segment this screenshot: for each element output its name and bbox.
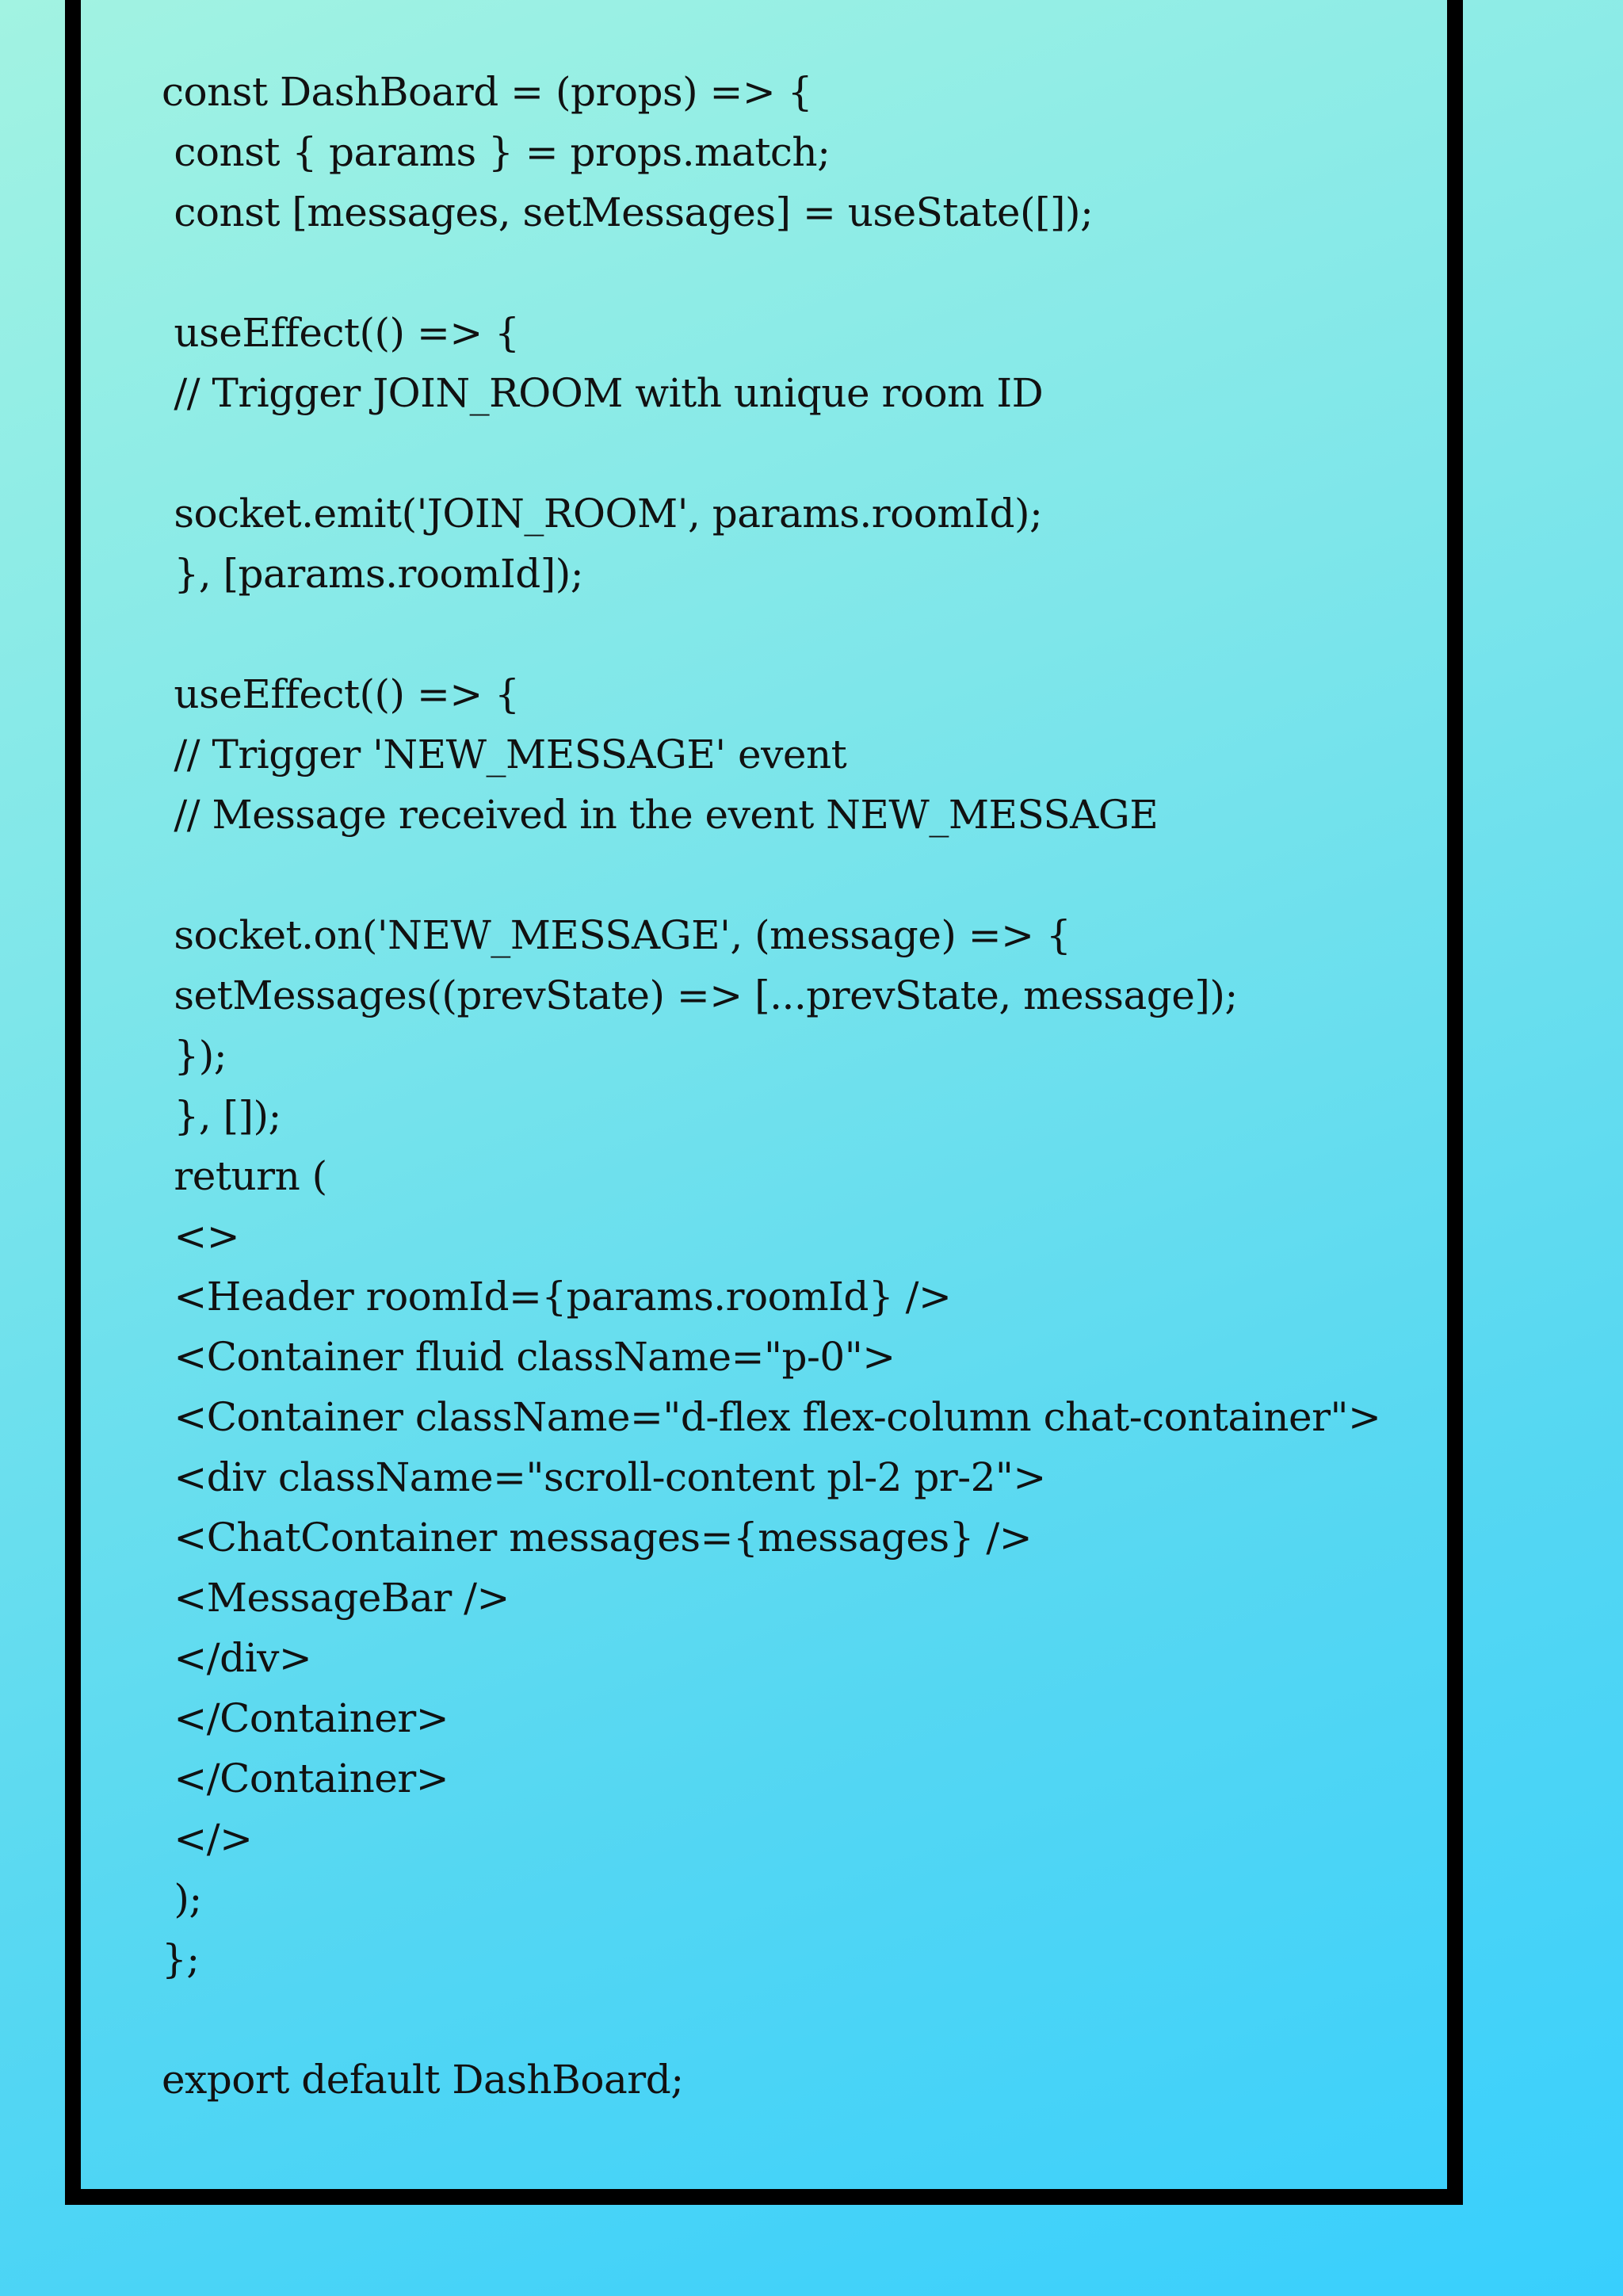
code-line: <ChatContainer messages={messages} /> [162,1515,1033,1561]
code-line: }; [162,1936,200,1982]
code-line: <> [162,1213,240,1259]
code-line: useEffect(() => { [162,671,520,717]
code-line: const { params } = props.match; [162,129,831,175]
code-line: }, []); [162,1093,281,1139]
code-line: setMessages((prevState) => [...prevState, message]); [162,972,1238,1018]
code-line: }, [params.roomId]); [162,551,584,597]
code-line: }); [162,1033,227,1079]
code-line: useEffect(() => { [162,310,520,356]
code-line: </div> [162,1635,312,1681]
code-line: // Message received in the event NEW_MESSAGE [162,792,1159,838]
code-line: </Container> [162,1695,449,1741]
code-line: socket.emit('JOIN_ROOM', params.roomId); [162,491,1043,537]
code-line: ); [162,1876,202,1922]
code-line: <MessageBar /> [162,1575,510,1621]
code-line: const [messages, setMessages] = useState([]); [162,189,1094,235]
code-line: // Trigger JOIN_ROOM with unique room ID [162,370,1044,416]
code-line: // Trigger 'NEW_MESSAGE' event [162,732,847,777]
code-line: <Header roomId={params.roomId} /> [162,1274,952,1320]
code-line: export default DashBoard; [162,2057,684,2103]
code-line: return ( [162,1153,327,1199]
code-line: <Container className="d-flex flex-column chat-container"> [162,1394,1381,1440]
code-line: socket.on('NEW_MESSAGE', (message) => { [162,912,1071,958]
code-line: <div className="scroll-content pl-2 pr-2"> [162,1454,1046,1500]
code-line: </Container> [162,1755,449,1801]
code-line: const DashBoard = (props) => { [162,69,813,115]
code-line: <Container fluid className="p-0"> [162,1334,896,1380]
code-line: </> [162,1816,253,1862]
